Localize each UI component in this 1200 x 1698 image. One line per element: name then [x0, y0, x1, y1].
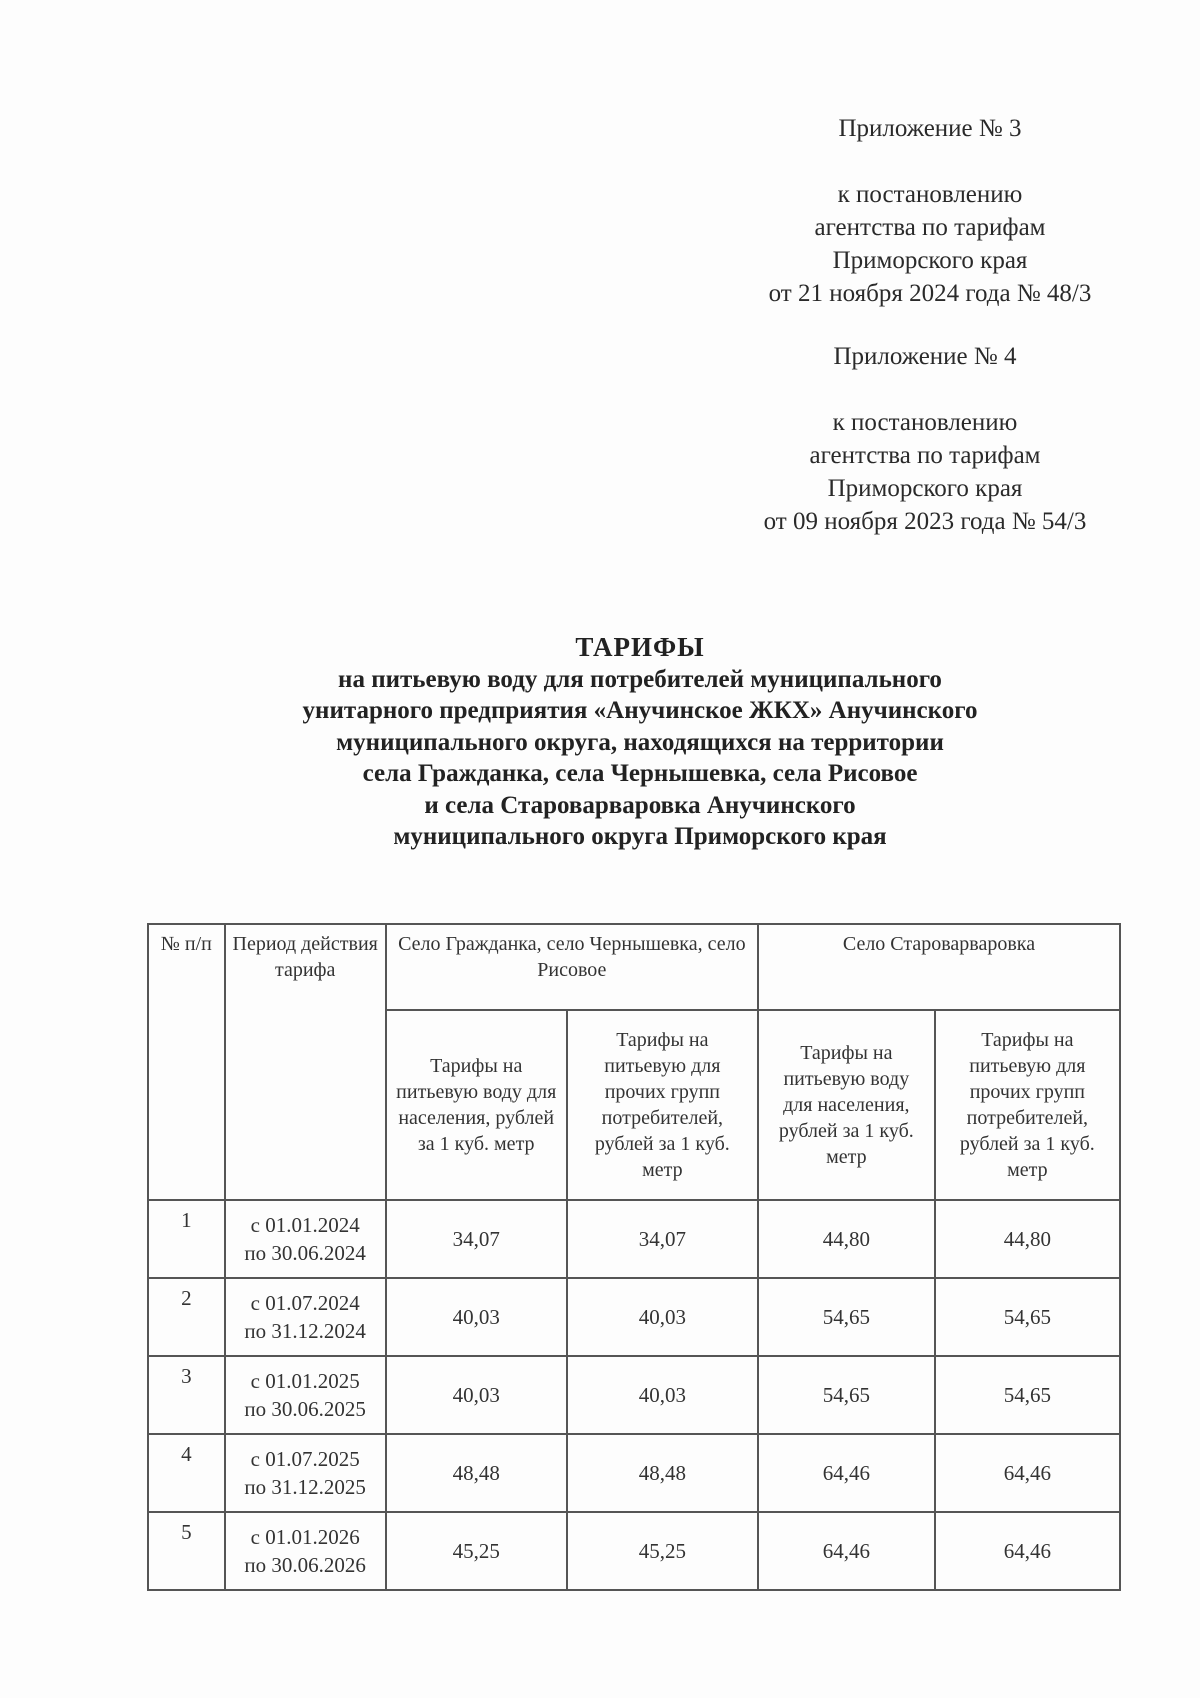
appendix-4-line: к постановлению — [832, 409, 1018, 436]
tariff-value: 48,48 — [567, 1434, 758, 1512]
tariff-value: 64,46 — [935, 1434, 1120, 1512]
appendix-3-line: Приморского края — [832, 247, 1028, 274]
tariff-value: 54,65 — [935, 1278, 1120, 1356]
tariff-value: 64,46 — [758, 1434, 935, 1512]
period-to: по 30.06.2025 — [244, 1397, 366, 1421]
heading-line: села Гражданка, села Чернышевка, села Рисовое — [362, 760, 918, 787]
heading-line: унитарного предприятия «Анучинское ЖКХ» Анучинского — [302, 697, 978, 724]
tariff-value: 40,03 — [386, 1356, 567, 1434]
table-row — [148, 1434, 1120, 1512]
period-from: с 01.01.2024 — [250, 1213, 360, 1237]
period-to: по 31.12.2025 — [244, 1475, 366, 1499]
header-other-tariff: Тарифы на питьевую для прочих групп потребителей, рублей за 1 куб. метр — [567, 1010, 758, 1200]
tariff-value: 40,03 — [567, 1356, 758, 1434]
row-number: 2 — [148, 1278, 225, 1356]
heading-line: муниципального округа Приморского края — [393, 823, 887, 850]
tariff-value: 34,07 — [567, 1200, 758, 1278]
tariff-value: 54,65 — [935, 1356, 1120, 1434]
period-to: по 31.12.2024 — [244, 1319, 366, 1343]
tariff-value: 40,03 — [386, 1278, 567, 1356]
tariff-value: 40,03 — [567, 1278, 758, 1356]
heading-line: муниципального округа, находящихся на территории — [336, 728, 944, 756]
appendix-4-line: от 09 ноября 2023 года № 54/3 — [763, 508, 1087, 535]
table-row — [148, 1512, 1120, 1590]
appendix-4-line: Приморского края — [827, 475, 1023, 502]
appendix-3-line: агентства по тарифам — [814, 214, 1046, 241]
tariff-value: 45,25 — [567, 1512, 758, 1590]
row-period — [225, 1200, 386, 1278]
header-period: Период действия тарифа — [225, 924, 386, 1200]
table-header-row — [148, 924, 1120, 1010]
table-row — [148, 1200, 1120, 1278]
row-period — [225, 1278, 386, 1356]
row-number: 1 — [148, 1200, 225, 1278]
tariff-value: 48,48 — [386, 1434, 567, 1512]
period-from: с 01.07.2025 — [250, 1447, 360, 1471]
tariff-value: 44,80 — [935, 1200, 1120, 1278]
header-population-tariff: Тарифы на питьевую воду для населения, рублей за 1 куб. метр — [758, 1010, 935, 1200]
appendix-4-title: Приложение № 4 — [833, 343, 1017, 370]
row-number: 3 — [148, 1356, 225, 1434]
header-group-grazhdanka: Село Гражданка, село Чернышевка, село Рисовое — [386, 924, 758, 1010]
appendix-3-title: Приложение № 3 — [838, 115, 1022, 142]
heading-line: и села Староварваровка Анучинского — [424, 791, 856, 819]
tariff-value: 64,46 — [935, 1512, 1120, 1590]
header-group-starovarvarovka: Село Староварваровка — [758, 924, 1120, 1010]
heading-line: на питьевую воду для потребителей муниципального — [338, 665, 942, 693]
period-to: по 30.06.2024 — [244, 1241, 366, 1265]
tariff-value: 44,80 — [758, 1200, 935, 1278]
heading-title: ТАРИФЫ — [575, 632, 705, 662]
tariff-value: 64,46 — [758, 1512, 935, 1590]
appendix-3-line: от 21 ноября 2024 года № 48/3 — [768, 280, 1092, 307]
header-population-tariff: Тарифы на питьевую воду для населения, рублей за 1 куб. метр — [386, 1010, 567, 1200]
row-number: 4 — [148, 1434, 225, 1512]
row-number: 5 — [148, 1512, 225, 1590]
header-other-tariff: Тарифы на питьевую для прочих групп потребителей, рублей за 1 куб. метр — [935, 1010, 1120, 1200]
period-from: с 01.07.2024 — [250, 1291, 360, 1315]
tariff-value: 54,65 — [758, 1278, 935, 1356]
row-period — [225, 1512, 386, 1590]
appendix-4-block — [725, 340, 1125, 538]
row-period — [225, 1356, 386, 1434]
table-row — [148, 1278, 1120, 1356]
table-row — [148, 1356, 1120, 1434]
period-from: с 01.01.2026 — [250, 1525, 360, 1549]
appendix-3-block — [730, 112, 1130, 310]
appendix-4-line: агентства по тарифам — [809, 442, 1041, 469]
tariff-value: 54,65 — [758, 1356, 935, 1434]
header-num: № п/п — [148, 924, 225, 1200]
tariff-table — [147, 923, 1121, 1591]
period-from: с 01.01.2025 — [250, 1369, 360, 1393]
row-period — [225, 1434, 386, 1512]
appendix-3-line: к постановлению — [837, 181, 1023, 208]
period-to: по 30.06.2026 — [244, 1553, 366, 1577]
tariff-value: 34,07 — [386, 1200, 567, 1278]
document-heading — [160, 632, 1120, 853]
tariff-value: 45,25 — [386, 1512, 567, 1590]
